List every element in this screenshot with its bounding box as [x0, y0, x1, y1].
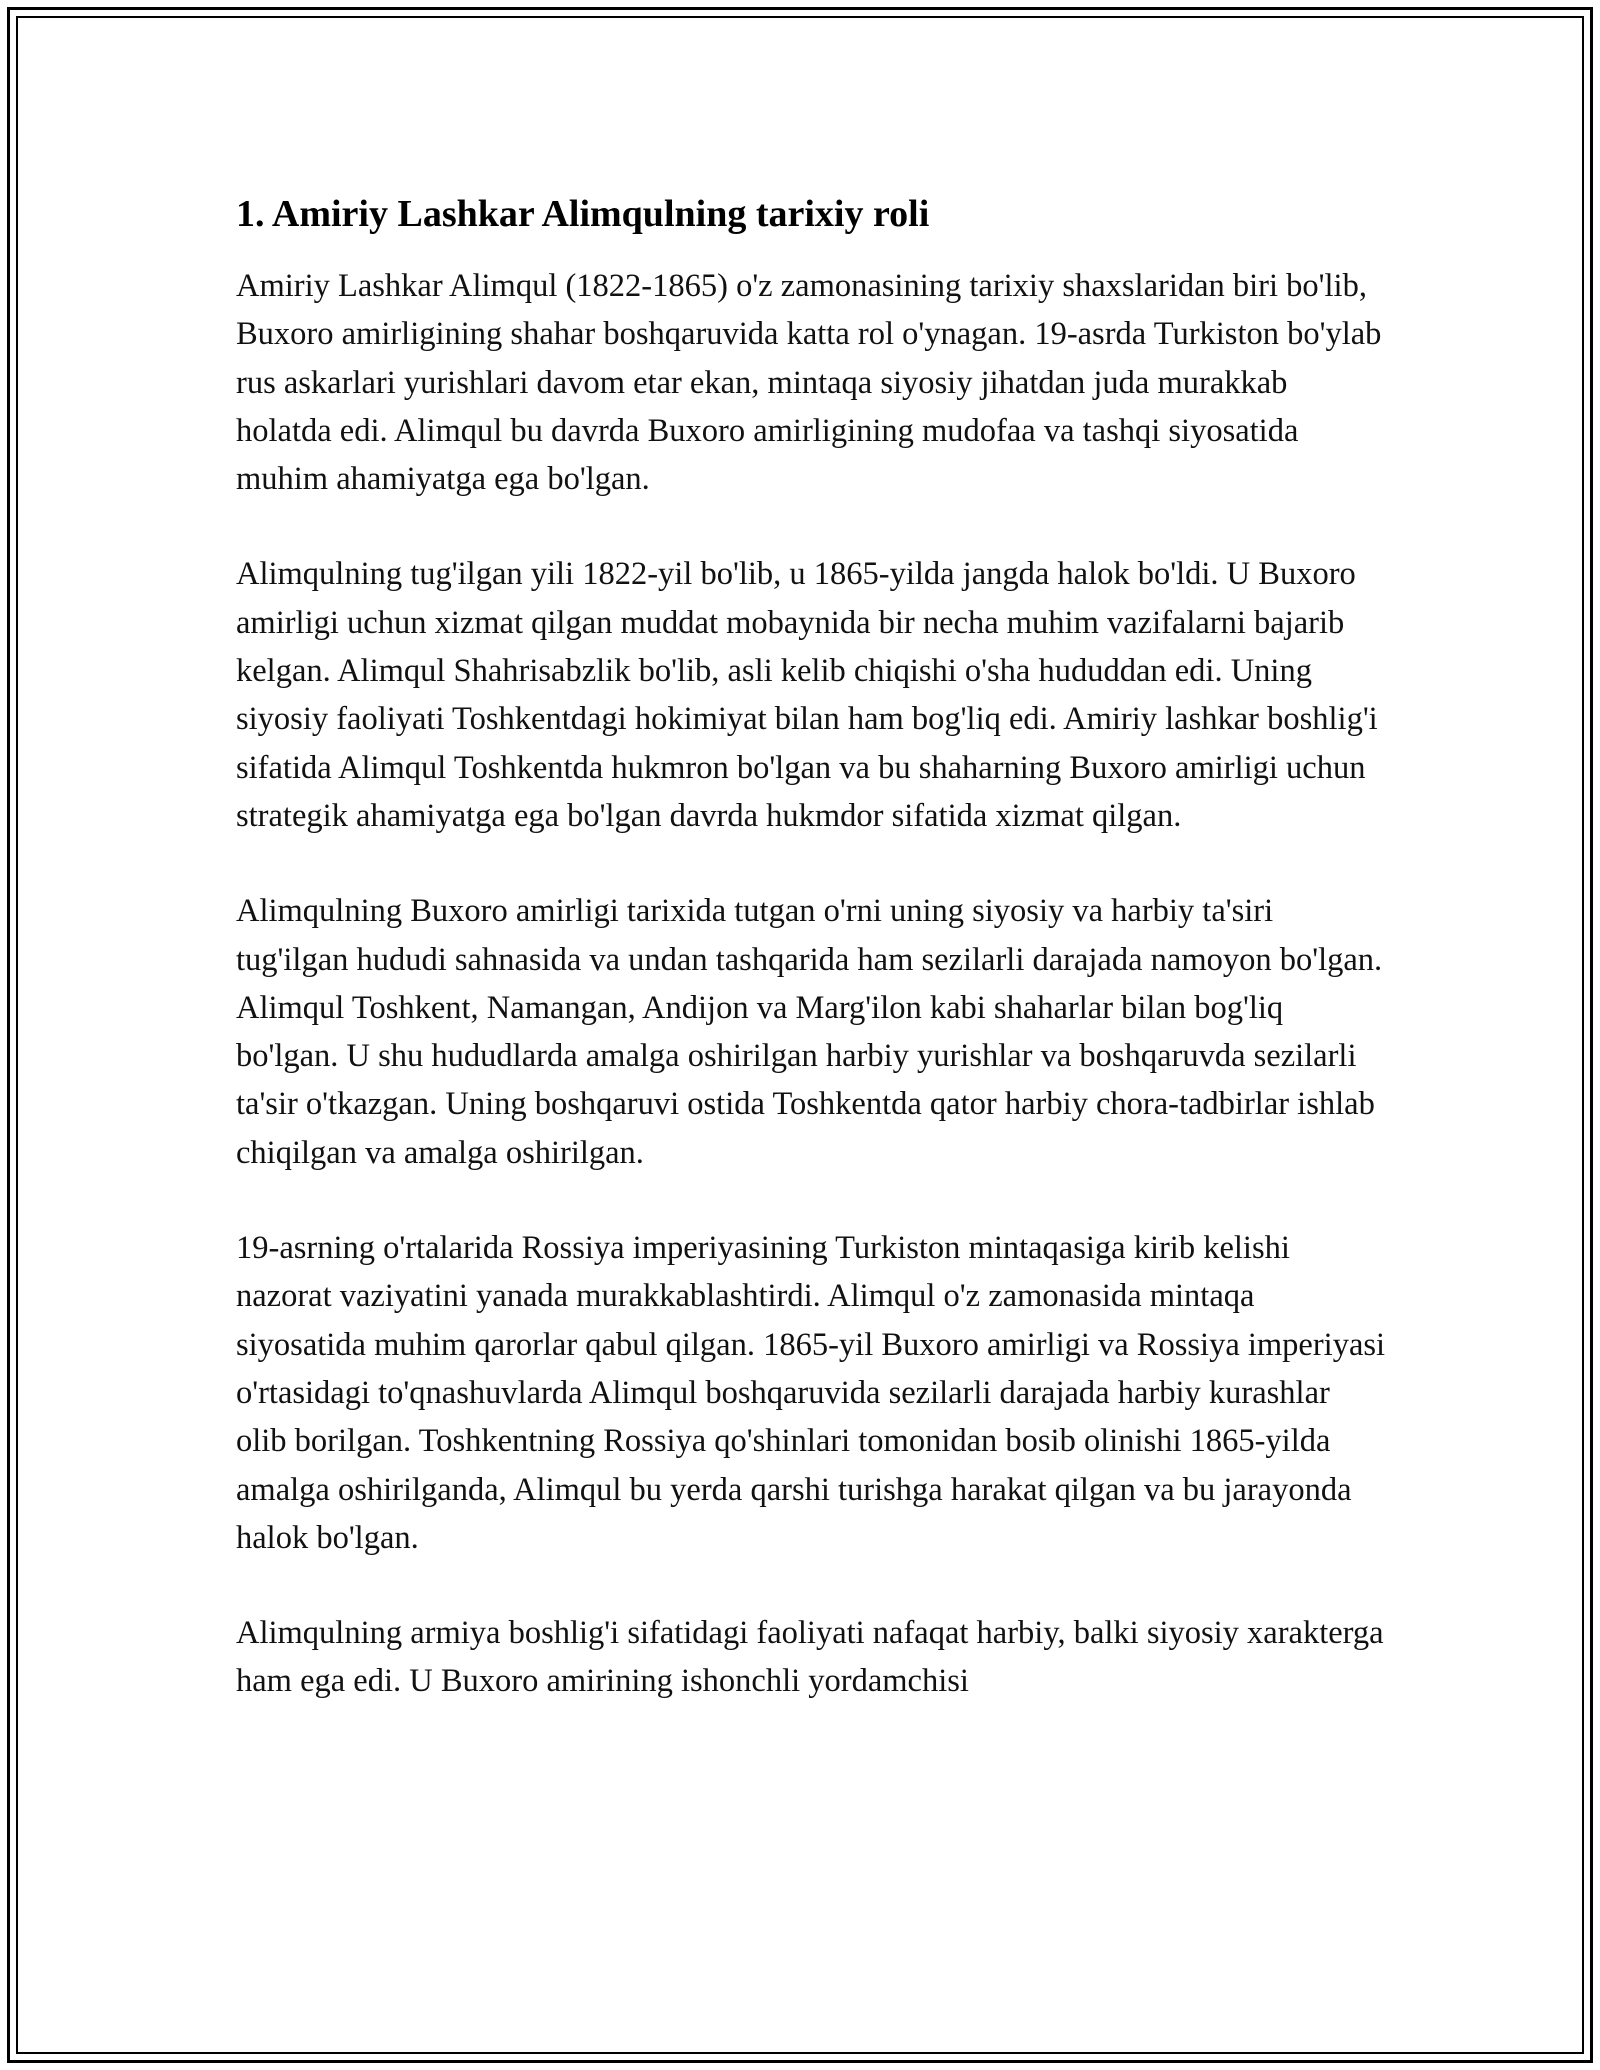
document-body [236, 186, 1386, 1706]
paragraph-4: 19-asrning o'rtalarida Rossiya imperiyasining Turkiston mintaqasiga kirib kelishi nazorat vaziyatini yanada murakkablashtirdi. Alimqul o'z zamonasida mintaqa siyosatida muhim qarorlar qabul qilgan. 1865-yil Buxoro amirligi va Rossiya imperiyasi o'rtasidagi to'qnashuvlarda Alimqul boshqaruvida sezilarli darajada harbiy kurashlar olib borilgan. Toshkentning Rossiya qo'shinlari tomonidan bosib olinishi 1865-yilda amalga oshirilganda, Alimqul bu yerda qarshi turishga harakat qilgan va bu jarayonda halok bo'lgan. [236, 1230, 1386, 1556]
paragraph-5: Alimqulning armiya boshlig'i sifatidagi faoliyati nafaqat harbiy, balki siyosiy xarakterga ham ega edi. U Buxoro amirining ishonchli yordamchisi [236, 1615, 1384, 1700]
section-heading: 1. Amiriy Lashkar Alimqulning tarixiy roli [236, 193, 930, 235]
paragraph-1: Amiriy Lashkar Alimqul (1822-1865) o'z zamonasining tarixiy shaxslaridan biri bo'lib, Buxoro amirligining shahar boshqaruvida katta rol o'ynagan. 19-asrda Turkiston bo'ylab rus askarlari yurishlari davom etar ekan, mintaqa siyosiy jihatdan juda murakkab holatda edi. Alimqul bu davrda Buxoro amirligining mudofaa va tashqi siyosatida muhim ahamiyatga ega bo'lgan. [236, 268, 1382, 498]
paragraph-3: Alimqulning Buxoro amirligi tarixida tutgan o'rni uning siyosiy va harbiy ta'siri tug'ilgan hududi sahnasida va undan tashqarida ham sezilarli darajada namoyon bo'lgan. Alimqul Toshkent, Namangan, Andijon va Marg'ilon kabi shaharlar bilan bog'liq bo'lgan. U shu hududlarda amalga oshirilgan harbiy yurishlar va boshqaruvda sezilarli ta'sir o'tkazgan. Uning boshqaruvi ostida Toshkentda qator harbiy chora-tadbirlar ishlab chiqilgan va amalga oshirilgan. [236, 893, 1383, 1171]
paragraph-2: Alimqulning tug'ilgan yili 1822-yil bo'lib, u 1865-yilda jangda halok bo'ldi. U Buxoro amirligi uchun xizmat qilgan muddat mobaynida bir necha muhim vazifalarni bajarib kelgan. Alimqul Shahrisabzlik bo'lib, asli kelib chiqishi o'sha hududdan edi. Uning siyosiy faoliyati Toshkentdagi hokimiyat bilan ham bog'liq edi. Amiriy lashkar boshlig'i sifatida Alimqul Toshkentda hukmron bo'lgan va bu shaharning Buxoro amirligi uchun strategik ahamiyatga ega bo'lgan davrda hukmdor sifatida xizmat qilgan. [236, 556, 1378, 834]
